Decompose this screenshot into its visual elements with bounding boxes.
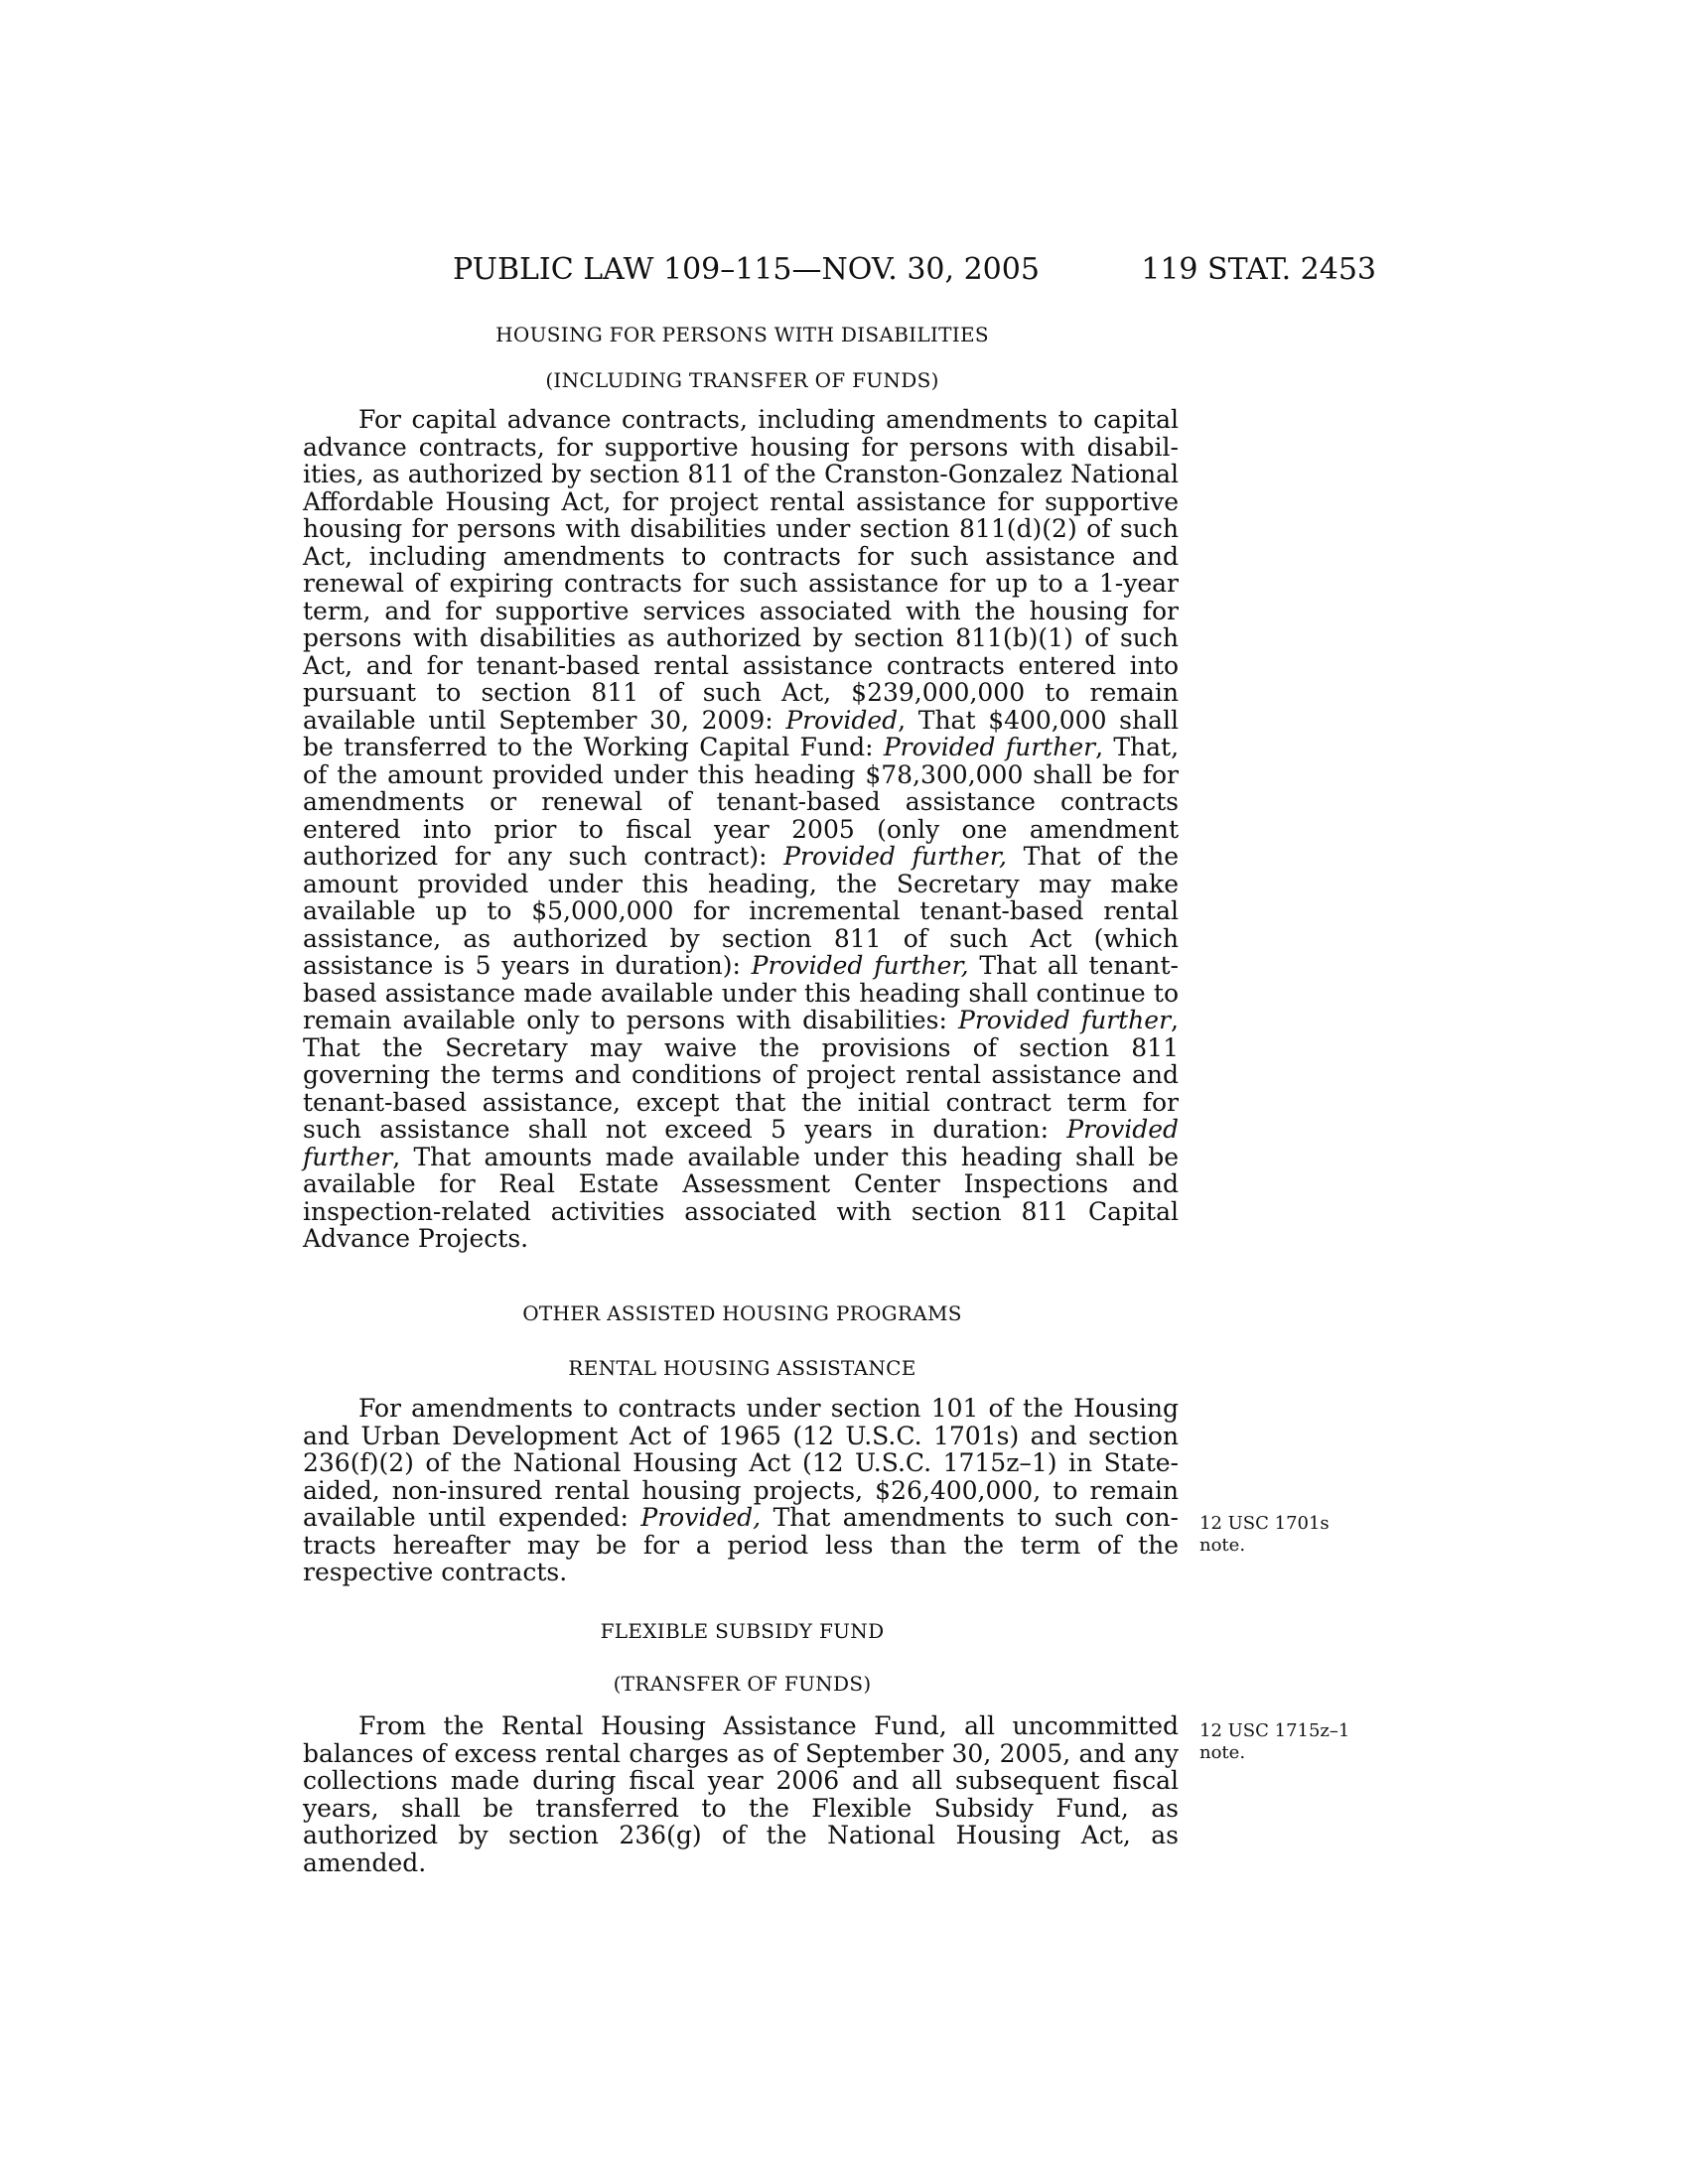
heading-flexible-subsidy-fund: FLEXIBLE SUBSIDY FUND (600, 1619, 885, 1643)
subheading-including-transfer: (INCLUDING TRANSFER OF FUNDS) (545, 368, 939, 392)
heading-rental-housing-assistance: RENTAL HOUSING ASSISTANCE (568, 1356, 916, 1380)
proviso-italic-run: Provided, (640, 1503, 762, 1532)
text-run: From the Rental Housing Assistance Fund, all uncommitted balances of excess rental charges as of September 30, 2005, and any collections made during fiscal year 2006 and all subsequent fiscal years, shall be transferred to the Flexible Subsidy Fund, as authorized by section 236(g) of the National Housing Act, as amended. (303, 1711, 1179, 1877)
heading-housing-disabilities: HOUSING FOR PERSONS WITH DISABILITIES (495, 323, 989, 346)
proviso-italic-run: Provided further (958, 1006, 1172, 1034)
margin-note-12-usc-1701s (1199, 1513, 1398, 1557)
text-run: , That amounts made available under this heading shall be available for Real Estate Assessment Center Inspections and inspection-related activities associated with section 811 Capital Advance Projects. (303, 1142, 1179, 1253)
text-run: For amendments to contracts under section 101 of the Housing and Urban Development Act of 1965 (12 U.S.C. 1701s) and section 236(f)(2) of the National Housing Act (12 U.S.C. 1715z–1) in State-aided, non-insured rental housing projects, $26,400,000, to remain available until expended: (303, 1394, 1179, 1532)
margin-note-12-usc-1715z-1 (1199, 1720, 1398, 1764)
text-run: , That the Secretary may waive the provisions of section 811 governing the terms and conditions of project rental assistance and tenant-based assistance, except that the initial contract term for such assistance shall not exceed 5 years in duration: (303, 1006, 1179, 1144)
text-run: That amendments to such contracts hereafter may be for a period less than the term of the respective contracts. (303, 1503, 1179, 1586)
subheading-transfer-of-funds: (TRANSFER OF FUNDS) (613, 1672, 872, 1696)
heading-other-assisted-housing: OTHER ASSISTED HOUSING PROGRAMS (522, 1301, 962, 1325)
paragraph-rental-housing-assistance (303, 1395, 1179, 1586)
proviso-italic-run: Provided further, (783, 842, 1007, 871)
paragraph-flexible-subsidy-fund (303, 1712, 1179, 1876)
proviso-italic-run: Provided further (303, 1115, 1179, 1171)
public-law-title: PUBLIC LAW 109–115—NOV. 30, 2005 (453, 252, 1040, 287)
margin-note-citation: 12 USC 1715z–1 (1199, 1720, 1350, 1741)
text-run: , That $400,000 shall be transferred to the Working Capital Fund: (303, 705, 1179, 761)
text-run: That all tenant-based assistance made available under this heading shall continue to remain available only to persons with disabilities: (303, 951, 1179, 1034)
text-run: For capital advance contracts, including amendments to capital advance contracts, for supportive housing for persons with disabilities, as authorized by section 811 of the Cranston-Gonzalez National Affordable Housing Act, for project rental assistance for supportive housing for persons with disabilities under section 811(d)(2) of such Act, including amendments to contracts for such assistance and renewal of expiring contracts for such assistance for up to a 1-year term, and for supportive services associated with the housing for persons with disabilities as authorized by section 811(b)(1) of such Act, and for tenant-based rental assistance contracts entered into pursuant to section 811 of such Act, $239,000,000 to remain available until September 30, 2009: (303, 405, 1179, 735)
running-head (453, 250, 1376, 290)
text-run: That of the amount provided under this heading, the Secretary may make available up to $5,000,000 for incremental tenant-based rental assistance, as authorized by section 811 of such Act (which assistance is 5 years in duration): (303, 842, 1179, 980)
margin-note-label: note. (1199, 1742, 1246, 1763)
margin-note-citation: 12 USC 1701s (1199, 1513, 1330, 1534)
statute-citation: 119 STAT. 2453 (1141, 252, 1376, 287)
text-run: , That, of the amount provided under this heading $78,300,000 shall be for amendments or renewal of tenant-based assistance contracts entered into prior to fiscal year 2005 (only one amendment authorized for any such contract): (303, 733, 1180, 871)
proviso-italic-run: Provided further (883, 733, 1096, 761)
paragraph-housing-disabilities (303, 406, 1179, 1253)
proviso-italic-run: Provided further, (751, 951, 969, 980)
proviso-italic-run: Provided (785, 705, 899, 735)
margin-note-label: note. (1199, 1535, 1246, 1556)
